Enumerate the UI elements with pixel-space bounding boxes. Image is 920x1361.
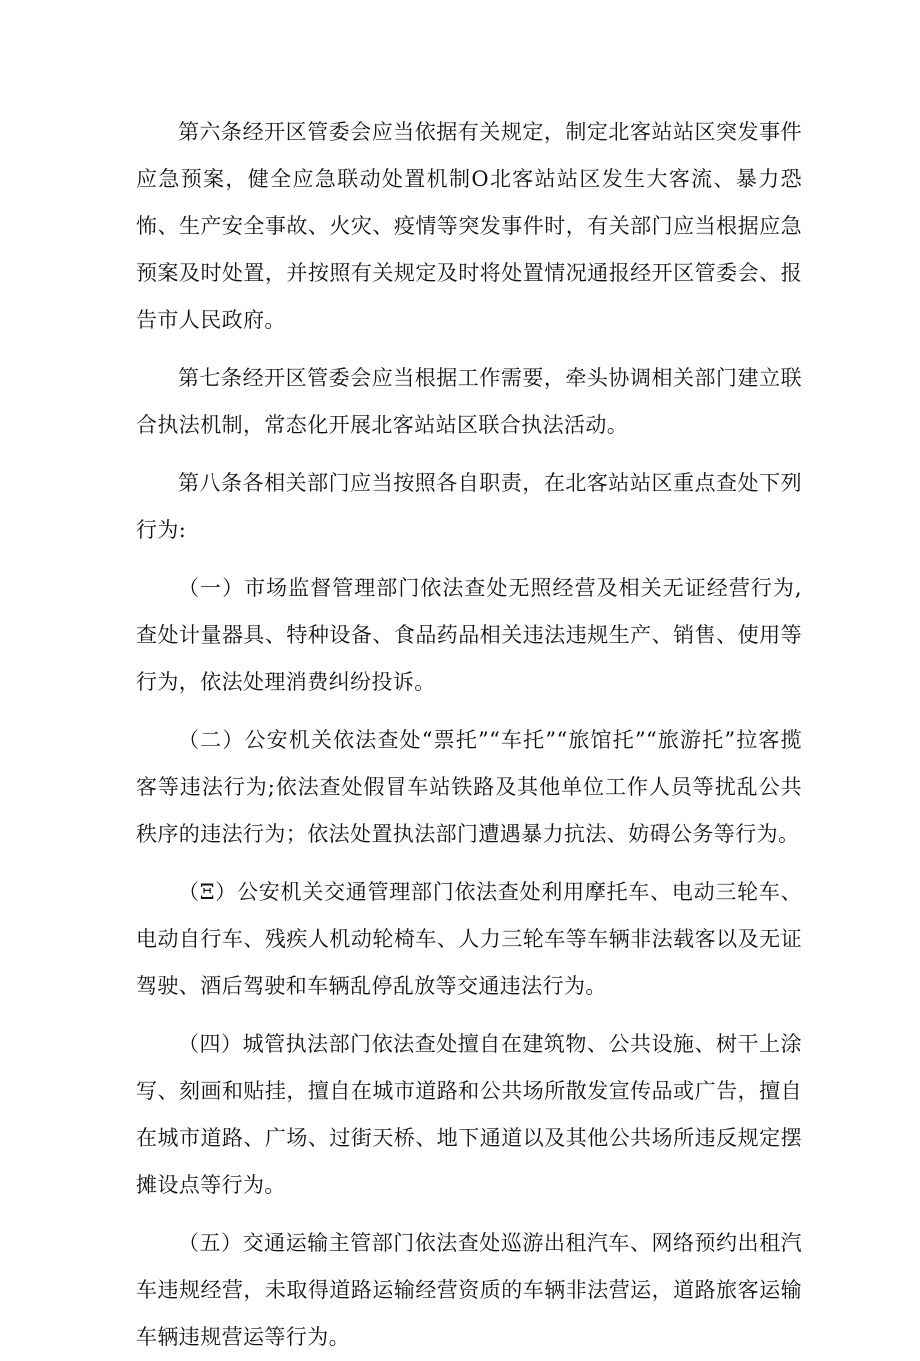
article-7-paragraph: 第七条经开区管委会应当根据工作需要，牵头协调相关部门建立联合执法机制，常态化开展北客站站区联合执法活动。 [136, 366, 802, 437]
article-6-paragraph: 第六条经开区管委会应当依据有关规定，制定北客站站区突发事件应急预案，健全应急联动处置机制O北客站站区发生大客流、暴力恐怖、生产安全事故、火灾、疫情等突发事件时，有关部门应当根据应急预案及时处置，并按照有关规定及时将处置情况通报经开区管委会、报告市人民政府。 [136, 120, 802, 332]
article-8-item-3: （Ξ）公安机关交通管理部门依法查处利用摩托车、电动三轮车、电动自行车、残疾人机动轮椅车、人力三轮车等车辆非法载客以及无证驾驶、酒后驾驶和车辆乱停乱放等交通违法行为。 [136, 880, 802, 998]
article-8-item-2: （二）公安机关依法查处“票托”“车托”“旅馆托”“旅游托”拉客揽客等违法行为;依法查处假冒车站铁路及其他单位工作人员等扰乱公共秩序的违法行为；依法处置执法部门遭遇暴力抗法、妨碍公务等行为。 [136, 728, 802, 846]
article-8-item-1: （一）市场监督管理部门依法查处无照经营及相关无证经营行为,查处计量器具、特种设备、食品药品相关违法违规生产、销售、使用等行为，依法处理消费纠纷投诉。 [136, 576, 802, 694]
article-8-item-4: （四）城管执法部门依法查处擅自在建筑物、公共设施、树干上涂写、刻画和贴挂，擅自在城市道路和公共场所散发宣传品或广告，擅自在城市道路、广场、过街天桥、地下通道以及其他公共场所违反规定摆摊设点等行为。 [136, 1032, 802, 1197]
article-8-paragraph: 第八条各相关部门应当按照各自职责，在北客站站区重点查处下列行为: [136, 471, 802, 542]
article-8-item-5: （五）交通运输主管部门依法查处巡游出租汽车、网络预约出租汽车违规经营，未取得道路运输经营资质的车辆非法营运，道路旅客运输车辆违规营运等行为。 [136, 1231, 802, 1349]
